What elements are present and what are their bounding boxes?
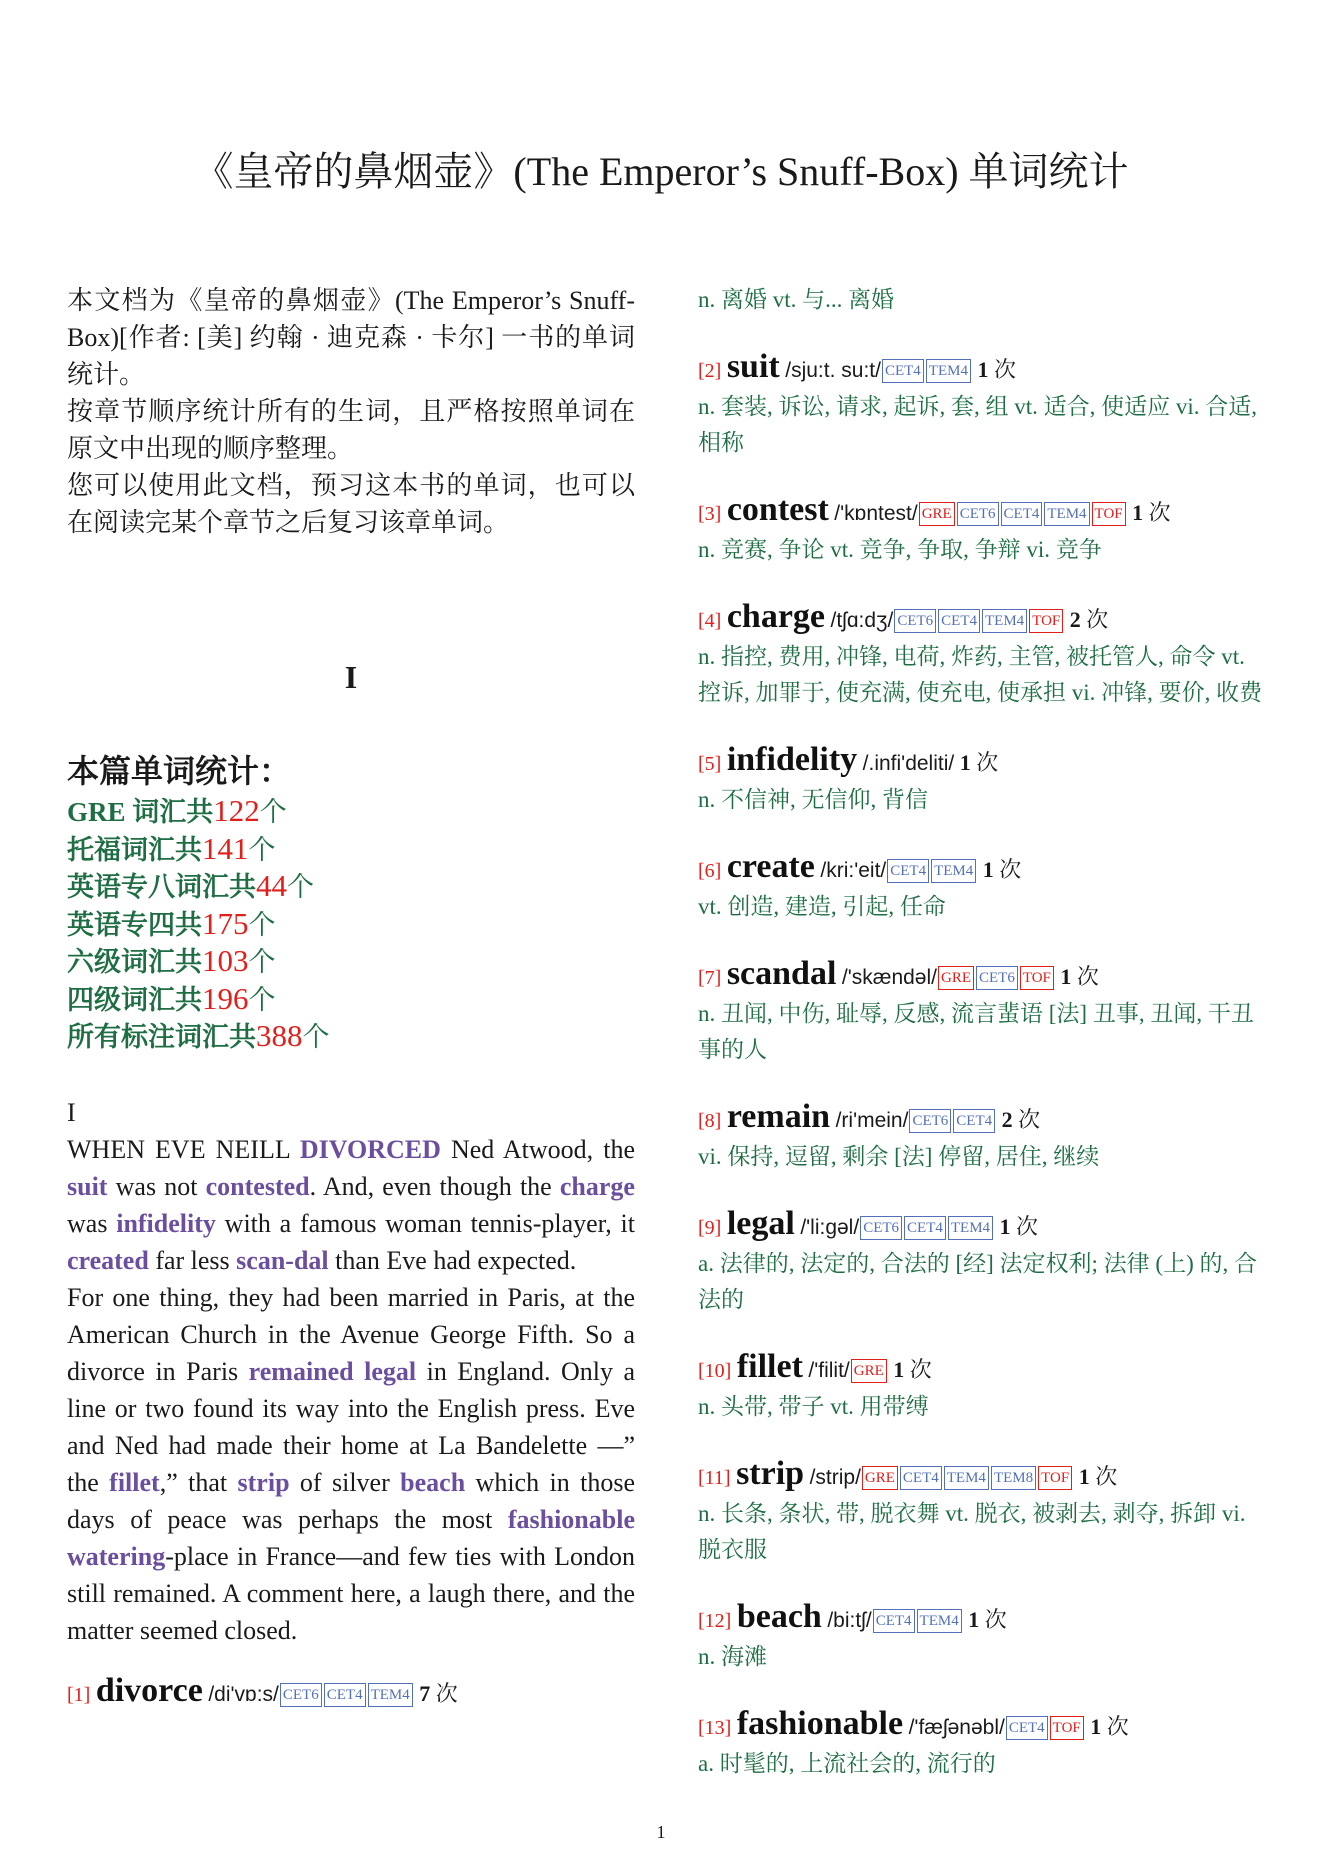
entry-count-suffix: 次: [1018, 1107, 1041, 1132]
intro-paragraph: 您可以使用此文档，预习这本书的单词，也可以在阅读完某个章节之后复习该章单词。: [67, 471, 635, 537]
intro-paragraph: 本文档为《皇帝的鼻烟壶》(The Emperor’s Snuff-Box)[作者: [美] 约翰 · 迪克森 · 卡尔] 一书的单词统计。: [67, 286, 635, 389]
exam-badge: TOF: [1029, 609, 1063, 633]
entry-index: [11]: [698, 1467, 731, 1489]
entry-index: [10]: [698, 1360, 732, 1382]
highlighted-word: suit: [67, 1171, 108, 1201]
entry-index: [1]: [67, 1683, 91, 1706]
exam-badge: TEM4: [982, 609, 1027, 633]
entry-count: 1: [977, 357, 989, 382]
exam-badge: CET4: [953, 1109, 995, 1133]
entry-count-suffix: 次: [909, 1357, 932, 1382]
stat-number: 175: [202, 905, 249, 941]
right-column: [698, 282, 1270, 1813]
stat-line: [67, 831, 635, 869]
stat-number: 122: [213, 793, 260, 828]
stat-unit: 个: [248, 984, 276, 1015]
entry-count-suffix: 次: [1106, 1714, 1129, 1739]
entry-count: 1: [1090, 1714, 1102, 1739]
left-column: [67, 282, 635, 1713]
entry-definition: vt. 创造, 建造, 引起, 任命: [698, 894, 946, 919]
entry-index: [2]: [698, 360, 722, 382]
highlighted-word: remained: [248, 1356, 354, 1386]
stat-label: 英语专八词汇共: [67, 872, 256, 902]
exam-badge: TOF: [1050, 1716, 1084, 1740]
exam-badge: TEM4: [926, 359, 971, 383]
entry-header: [67, 1673, 635, 1713]
highlighted-word: infidelity: [116, 1208, 216, 1238]
stat-unit: 个: [248, 947, 276, 977]
stat-label: 所有标注词汇共: [67, 1022, 256, 1052]
entry-phonetic: /'kɒntest/: [834, 502, 918, 525]
stat-number: 103: [202, 943, 249, 978]
exam-badge: TEM4: [931, 859, 976, 883]
entry-definition: n. 套装, 诉讼, 请求, 起诉, 套, 组 vt. 适合, 使适应 vi. 合适, 相称: [698, 394, 1258, 455]
entry-definition: n. 长条, 条状, 带, 脱衣舞 vt. 脱衣, 被剥去, 剥夺, 拆卸 vi. 脱衣服: [698, 1501, 1246, 1562]
vocab-entry: [698, 1206, 1270, 1318]
entry-count-suffix: 次: [1076, 964, 1099, 989]
highlighted-word: charge: [559, 1171, 635, 1201]
entry-count-suffix: 次: [999, 857, 1022, 882]
exam-badge: CET4: [1001, 502, 1043, 526]
entry-count-suffix: 次: [976, 750, 999, 775]
chapter-heading: I: [344, 659, 358, 695]
entry-count: 1: [968, 1607, 980, 1632]
entry-word: infidelity: [726, 741, 858, 778]
word-stats: [67, 749, 635, 1056]
entry-phonetic: /.infi'deliti/: [862, 752, 955, 775]
highlighted-word: watering: [67, 1541, 166, 1571]
entry-count-suffix: 次: [993, 357, 1016, 382]
stat-number: 196: [202, 980, 249, 1016]
exam-badge: TEM8: [991, 1466, 1036, 1490]
entry-phonetic: /strip/: [809, 1466, 861, 1489]
exam-badge: TEM4: [944, 1466, 989, 1490]
entry-count-suffix: 次: [984, 1607, 1007, 1632]
highlighted-word: strip: [237, 1467, 290, 1497]
stat-number: 44: [256, 868, 287, 903]
stat-unit: 个: [248, 834, 276, 865]
highlighted-word: fashionable: [507, 1504, 635, 1534]
exam-badge: TEM4: [917, 1609, 962, 1633]
stat-label: 四级词汇共: [67, 984, 202, 1015]
entry-definition: n. 丑闻, 中伤, 耻辱, 反感, 流言蜚语 [法] 丑事, 丑闻, 干丑事的人: [698, 1001, 1254, 1062]
entry-phonetic: /'filit/: [808, 1359, 850, 1382]
entry-count-suffix: 次: [1086, 607, 1109, 632]
entry-word: create: [726, 848, 815, 885]
vocab-entry: [698, 1599, 1270, 1675]
stat-line: [67, 981, 635, 1019]
entry-phonetic: /kri:'eit/: [820, 859, 887, 882]
exam-badge: CET4: [873, 1609, 915, 1633]
entry-count: 2: [1069, 607, 1081, 632]
vocab-entry: [698, 492, 1270, 568]
vocab-entry: [698, 956, 1270, 1068]
vocab-entry: [67, 1673, 635, 1713]
page-number: 1: [656, 1822, 666, 1842]
entry-count: 2: [1001, 1107, 1013, 1132]
highlighted-word: fillet: [109, 1467, 160, 1497]
stat-label: 六级词汇共: [67, 947, 202, 977]
entry-header: [698, 1599, 1270, 1639]
entry-word: strip: [736, 1455, 805, 1492]
exam-badge: CET4: [882, 359, 924, 383]
entry-phonetic: /sju:t. su:t/: [785, 359, 881, 382]
entry-count: 1: [959, 750, 971, 775]
story-paragraph: WHEN EVE NEILL DIVORCED Ned Atwood, the suit was not contested. And, even though the charge was infidelity with a famous woman tennis-player, it created far less scan-dal than Eve had expected.: [67, 1134, 636, 1275]
exam-badge: TOF: [1020, 966, 1054, 990]
highlighted-word: legal: [364, 1356, 417, 1386]
stat-line: [67, 793, 635, 831]
stat-line: [67, 868, 635, 906]
entry-count-suffix: 次: [1148, 500, 1171, 525]
entry-phonetic: /tʃɑ:dʒ/: [830, 609, 894, 632]
entry-phonetic: /di'vɒ:s/: [208, 1682, 279, 1706]
exam-badge: CET6: [894, 609, 936, 633]
entry-phonetic: /ri'mein/: [835, 1109, 909, 1132]
highlighted-word: DIVORCED: [299, 1134, 441, 1164]
vocab-entry: [698, 742, 1270, 818]
stat-unit: 个: [287, 872, 314, 902]
story-paragraph: For one thing, they had been married in Paris, at the American Church in the Avenue George Fifth. So a divorce in Paris remained legal in England. Only a line or two found its way into the English press. Eve and Ned had made their home at La Bandelette —” the fillet,” that strip of silver beach which in those days of peace was perhaps the most fashionable watering-place in France—and few ties with London still remained. A comment here, a laugh there, and the matter seemed closed.: [67, 1282, 636, 1645]
exam-badge: CET4: [1006, 1716, 1048, 1740]
entry-index: [5]: [698, 753, 722, 775]
entry-count: 7: [419, 1680, 431, 1706]
highlighted-word: contested: [205, 1171, 310, 1201]
exam-badge: TEM4: [948, 1216, 993, 1240]
entry-definition: a. 时髦的, 上流社会的, 流行的: [698, 1751, 996, 1776]
entry-phonetic: /'fæʃənəbl/: [908, 1716, 1005, 1739]
stat-label: 托福词汇共: [67, 834, 202, 865]
exam-badge: TOF: [1038, 1466, 1072, 1490]
page-title: 《皇帝的鼻烟壶》(The Emperor’s Snuff-Box) 单词统计: [193, 149, 1129, 194]
entry-word: contest: [726, 491, 829, 528]
stat-line: [67, 943, 635, 981]
entry-index: [6]: [698, 860, 722, 882]
exam-badge: CET4: [887, 859, 929, 883]
exam-badge: CET6: [280, 1683, 322, 1707]
entry-definition-continued: n. 离婚 vt. 与... 离婚: [698, 287, 895, 312]
entry-count: 1: [1060, 964, 1072, 989]
highlighted-word: scan-dal: [236, 1245, 329, 1275]
exam-badge: CET6: [957, 502, 999, 526]
entry-definition: n. 指控, 费用, 冲锋, 电荷, 炸药, 主管, 被托管人, 命令 vt. 控诉, 加罪于, 使充满, 使充电, 使承担 vi. 冲锋, 要价, 收费: [698, 644, 1263, 705]
exam-badge: CET6: [976, 966, 1018, 990]
vocab-entry: [698, 1456, 1270, 1568]
entry-count: 1: [1078, 1464, 1090, 1489]
stats-heading: 本篇单词统计：: [67, 753, 292, 789]
exam-badge: CET4: [904, 1216, 946, 1240]
exam-badge: CET6: [860, 1216, 902, 1240]
entry-phonetic: /'skændəl/: [841, 966, 937, 989]
entry-index: [8]: [698, 1110, 722, 1132]
entry-word: beach: [736, 1598, 822, 1635]
highlighted-word: beach: [400, 1467, 466, 1497]
entry-definition: n. 海滩: [698, 1644, 767, 1669]
entry-header: [698, 1099, 1270, 1139]
entry-index: [3]: [698, 503, 722, 525]
entry-definition: n. 竞赛, 争论 vt. 竞争, 争取, 争辩 vi. 竞争: [698, 537, 1102, 562]
entry-word: fashionable: [736, 1705, 904, 1742]
vocab-entry: [698, 1706, 1270, 1782]
entry-word: legal: [726, 1205, 795, 1242]
entry-header: [698, 1706, 1270, 1746]
entry-definition: a. 法律的, 法定的, 合法的 [经] 法定权利; 法律 (上) 的, 合法的: [698, 1251, 1257, 1312]
stat-number: 141: [202, 830, 249, 866]
entry-count: 1: [1132, 500, 1144, 525]
entry-count-suffix: 次: [1016, 1214, 1039, 1239]
exam-badge: GRE: [862, 1466, 898, 1490]
entry-count: 1: [982, 857, 994, 882]
story-text: [67, 1094, 635, 1649]
stat-unit: 个: [302, 1022, 330, 1052]
stat-line: [67, 906, 635, 944]
entry-count-suffix: 次: [1095, 1464, 1118, 1489]
entry-phonetic: /bi:tʃ/: [827, 1609, 872, 1632]
story-chapter-label: I: [67, 1097, 76, 1127]
entry-word: divorce: [95, 1671, 203, 1709]
stat-unit: 个: [259, 797, 287, 827]
entry-header: [698, 849, 1270, 889]
entry-word: remain: [726, 1098, 831, 1135]
entry-definition: n. 头带, 带子 vt. 用带缚: [698, 1394, 929, 1419]
entry-header: [698, 492, 1270, 532]
exam-badge: GRE: [919, 502, 955, 526]
entry-header: [698, 742, 1270, 782]
exam-badge: GRE: [938, 966, 974, 990]
entry-index: [7]: [698, 967, 722, 989]
highlighted-word: created: [67, 1245, 149, 1275]
entry-header: [698, 1456, 1270, 1496]
entry-count-suffix: 次: [435, 1680, 458, 1706]
exam-badge: TOF: [1092, 502, 1126, 526]
entry-index: [13]: [698, 1717, 732, 1739]
exam-badge: CET6: [909, 1109, 951, 1133]
exam-badge: TEM4: [368, 1683, 413, 1707]
exam-badge: CET4: [324, 1683, 366, 1707]
entry-count: 1: [999, 1214, 1011, 1239]
exam-badge: TEM4: [1044, 502, 1089, 526]
left-entries: [67, 1673, 635, 1713]
stat-label: GRE 词汇共: [67, 797, 214, 827]
entry-header: [698, 599, 1270, 639]
entry-index: [12]: [698, 1610, 732, 1632]
entry-word: suit: [726, 348, 780, 385]
entry-word: charge: [726, 598, 826, 635]
entry-phonetic: /'li:gəl/: [800, 1216, 860, 1239]
entry-header: [698, 1349, 1270, 1389]
vocab-entry: [698, 849, 1270, 925]
entry-header: [698, 1206, 1270, 1246]
exam-badge: CET4: [900, 1466, 942, 1490]
exam-badge: CET4: [938, 609, 980, 633]
entry-count: 1: [893, 1357, 905, 1382]
entry-definition: n. 不信神, 无信仰, 背信: [698, 787, 928, 812]
vocab-entry: [698, 1099, 1270, 1175]
stat-unit: 个: [248, 909, 276, 940]
vocab-entry: [698, 1349, 1270, 1425]
stat-label: 英语专四共: [67, 909, 202, 940]
exam-badge: GRE: [851, 1359, 887, 1383]
entry-definition: vi. 保持, 逗留, 剩余 [法] 停留, 居住, 继续: [698, 1144, 1100, 1169]
vocab-entry: [698, 599, 1270, 711]
entry-index: [9]: [698, 1217, 722, 1239]
intro-paragraph: 按章节顺序统计所有的生词，且严格按照单词在原文中出现的顺序整理。: [67, 397, 635, 463]
stat-number: 388: [256, 1018, 303, 1053]
entry-word: scandal: [726, 955, 837, 992]
entry-word: fillet: [736, 1348, 803, 1385]
intro: [67, 282, 635, 541]
entry-header: [698, 956, 1270, 996]
entry-index: [4]: [698, 610, 722, 632]
entry-header: [698, 349, 1270, 389]
vocab-entry: [698, 349, 1270, 461]
stat-line: [67, 1018, 635, 1056]
